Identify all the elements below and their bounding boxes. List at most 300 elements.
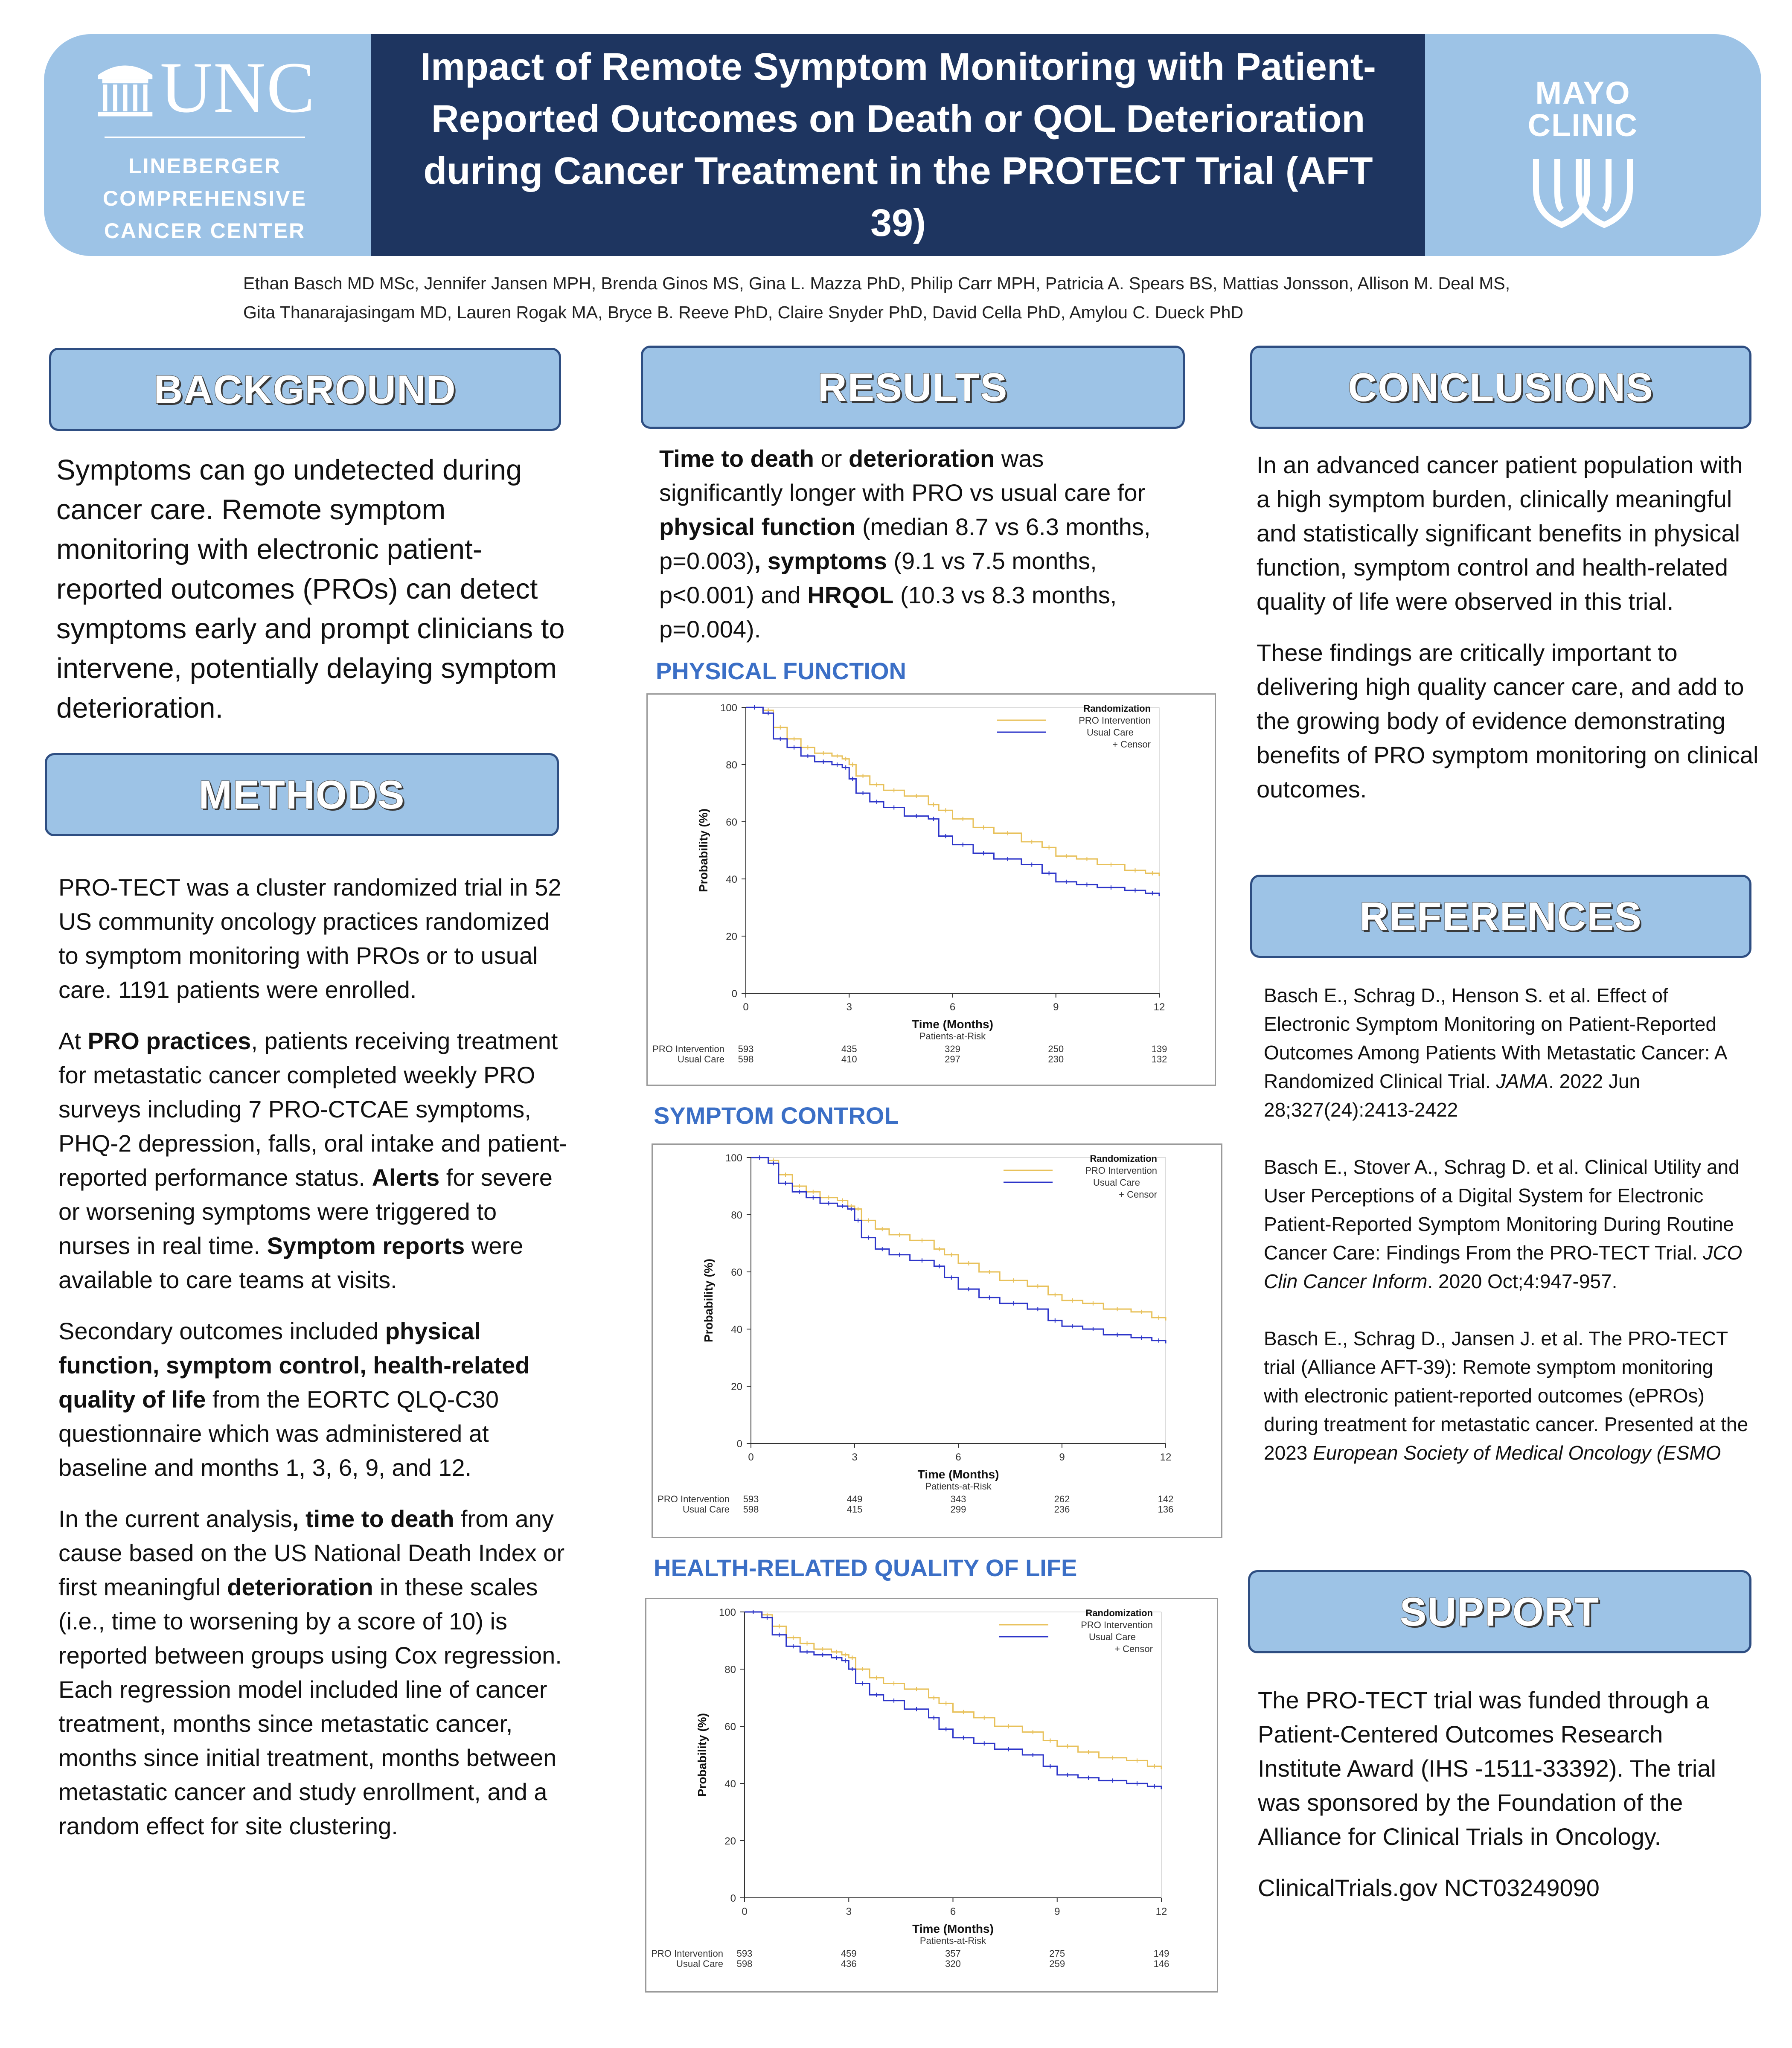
- censor-mark: [835, 754, 839, 758]
- censor-mark: [1036, 1284, 1040, 1289]
- mayo-clinic-logo: [1506, 77, 1660, 230]
- censor-mark: [835, 1650, 839, 1654]
- risk-count: 262: [1054, 1494, 1070, 1504]
- censor-mark: [1012, 1278, 1016, 1283]
- censor-mark: [797, 1184, 801, 1188]
- risk-count: 436: [841, 1958, 857, 1969]
- risk-count: 132: [1151, 1054, 1167, 1065]
- censor-mark: [875, 783, 879, 787]
- censor-mark: [943, 808, 948, 812]
- censor-mark: [1007, 1724, 1011, 1728]
- censor-mark: [1065, 1744, 1070, 1748]
- censor-mark: [1139, 1310, 1143, 1314]
- censor-mark: [1048, 1764, 1052, 1769]
- risk-count: 410: [841, 1054, 857, 1065]
- methods-p3-text: from the EORTC QLQ-C30 questionnaire which was administered at baseline and months 1, 3, 6, 9, and 12.: [58, 1386, 499, 1481]
- risk-count: 598: [743, 1504, 759, 1515]
- censor-mark: [892, 806, 896, 810]
- risk-count: 149: [1153, 1948, 1169, 1959]
- methods-heading-text: METHODS: [198, 772, 405, 817]
- censor-mark: [1012, 1301, 1016, 1306]
- risk-row-label: Usual Care: [682, 1504, 730, 1515]
- risk-count: 320: [945, 1958, 961, 1969]
- y-tick-label: 100: [719, 1607, 736, 1618]
- censor-mark: [1053, 1293, 1057, 1297]
- censor-mark: [850, 1655, 854, 1660]
- methods-text: [58, 870, 575, 1860]
- censor-mark: [792, 737, 796, 741]
- y-tick-label: 0: [730, 1893, 736, 1904]
- methods-paragraph-3: [58, 1314, 575, 1485]
- censor-mark: [982, 1741, 986, 1745]
- x-tick-label: 3: [846, 1906, 852, 1917]
- risk-table-title: Patients-at-Risk: [919, 1031, 986, 1041]
- censor-mark: [931, 803, 936, 807]
- old-well-icon: [94, 55, 157, 119]
- censor-mark: [966, 1287, 971, 1291]
- censor-mark: [861, 1667, 865, 1671]
- censor-mark: [1135, 1781, 1139, 1786]
- legend-item-usual: Usual Care: [1086, 727, 1134, 738]
- chart-title-physical-function: PHYSICAL FUNCTION: [656, 657, 906, 684]
- legend-item-usual: Usual Care: [1093, 1177, 1140, 1188]
- censor-mark: [1070, 1298, 1074, 1303]
- censor-mark: [778, 725, 783, 730]
- author-line-1: Ethan Basch MD MSc, Jennifer Jansen MPH, Brenda Ginos MS, Gina L. Mazza PhD, Philip Carr MPH, Patricia A. Spears BS, Mattias Jonsson, Allison M. Deal MS,: [243, 273, 1510, 293]
- reference-1: [1264, 981, 1750, 1124]
- conclusions-heading-text: CONCLUSIONS: [1348, 364, 1654, 410]
- methods-p2-bold: Alerts: [372, 1164, 440, 1191]
- x-axis-label: Time (Months): [912, 1922, 994, 1935]
- censor-mark: [765, 1615, 769, 1620]
- y-tick-label: 100: [725, 1152, 742, 1164]
- risk-count: 593: [736, 1948, 753, 1959]
- title-line-1: Impact of Remote Symptom Monitoring with Patient-: [420, 46, 1376, 88]
- y-tick-label: 60: [724, 1721, 736, 1733]
- censor-mark: [949, 1275, 954, 1280]
- author-list: [243, 269, 1651, 327]
- censor-mark: [1111, 1778, 1115, 1783]
- mayo-shields-icon: [1527, 150, 1638, 231]
- y-tick-label: 80: [724, 1664, 736, 1676]
- risk-count: 146: [1153, 1958, 1169, 1969]
- censor-mark: [805, 1650, 809, 1654]
- x-tick-label: 6: [950, 1906, 956, 1917]
- reference-journal: JAMA: [1496, 1070, 1549, 1092]
- title-line-2: Reported Outcomes on Death or QOL Deterioration: [431, 98, 1365, 140]
- methods-paragraph-1: PRO-TECT was a cluster randomized trial in 52 US community oncology practices randomized to symptom monitoring with PROs or to usual care. 1191 patients were enrolled.: [58, 874, 561, 1003]
- reference-text: . 2020 Oct;4:947-957.: [1427, 1270, 1617, 1292]
- censor-mark: [843, 1658, 847, 1663]
- support-paragraph-2: ClinicalTrials.gov NCT03249090: [1258, 1874, 1600, 1901]
- censor-mark: [820, 1647, 825, 1651]
- censor-mark: [849, 1207, 853, 1211]
- reference-2: [1264, 1153, 1750, 1296]
- risk-row-label: Usual Care: [676, 1958, 723, 1969]
- results-text: (median 8.7 vs 6.3 months, p=0.003): [659, 513, 1151, 574]
- censor-mark: [1111, 1756, 1115, 1760]
- censor-mark: [1064, 854, 1068, 858]
- references-heading: [1250, 875, 1751, 958]
- background-text: Symptoms can go undetected during cancer care. Remote symptom monitoring with electronic patient-reported outcomes (PROs) can detect symptoms early and prompt clinicians to intervene, potentially delaying symptom deterioration.: [56, 454, 565, 724]
- results-text: (10.3 vs 8.3 months, p=0.004).: [659, 582, 1117, 643]
- censor-mark: [1150, 891, 1155, 896]
- censor-mark: [783, 1181, 788, 1185]
- censor-mark: [920, 1238, 924, 1242]
- censor-mark: [811, 1190, 815, 1194]
- censor-mark: [944, 1727, 948, 1731]
- censor-mark: [856, 1207, 860, 1211]
- legend-item-pro: PRO Intervention: [1081, 1620, 1153, 1630]
- censor-mark: [841, 1204, 845, 1208]
- censor-mark: [797, 1190, 801, 1194]
- y-tick-label: 40: [724, 1778, 736, 1790]
- author-line-2: Gita Thanarajasingam MD, Lauren Rogak MA, Bryce B. Reeve PhD, Claire Snyder PhD, David Cella PhD, Amylou C. Dueck PhD: [243, 303, 1244, 322]
- censor-mark: [931, 817, 936, 821]
- results-bold: , symptoms: [754, 547, 887, 574]
- censor-mark: [932, 1716, 936, 1720]
- censor-mark: [861, 774, 865, 778]
- censor-mark: [866, 1218, 870, 1222]
- y-tick-label: 20: [724, 1836, 736, 1847]
- methods-p4-text: from any cause based on the US National Death Index or first meaningful: [58, 1505, 565, 1600]
- unc-lineberger-logo: [94, 47, 316, 243]
- censor-mark: [1030, 840, 1034, 844]
- censor-mark: [944, 1701, 948, 1705]
- censor-mark: [805, 1641, 809, 1646]
- reference-journal: European Society of Medical Oncology (ESMO: [1313, 1442, 1721, 1464]
- censor-mark: [1047, 845, 1051, 849]
- title-line-3: during Cancer Treatment in the PROTECT Trial (AFT 39): [423, 150, 1373, 244]
- legend-item-pro: PRO Intervention: [1085, 1165, 1157, 1176]
- censor-mark: [1091, 1327, 1095, 1331]
- censor-mark: [1048, 1739, 1052, 1743]
- censor-mark: [1150, 871, 1155, 876]
- results-bold: HRQOL: [807, 582, 894, 608]
- logo-line-1: LINEBERGER: [128, 154, 281, 178]
- censor-mark: [966, 1261, 971, 1265]
- censor-mark: [1030, 863, 1034, 867]
- legend-title: Randomization: [1083, 703, 1151, 714]
- censor-mark: [1064, 880, 1068, 884]
- censor-mark: [844, 757, 848, 761]
- censor-mark: [841, 1199, 845, 1203]
- reference-text: Basch E., Schrag D., Jansen J. et al. The PRO-TECT trial (Alliance AFT-39): Remote symptom monitoring with electronic patient-reported outcomes (ePROs) during treatment for metastatic cancer. Presented at the 2023: [1264, 1327, 1748, 1464]
- conclusions-text: [1257, 448, 1760, 823]
- censor-mark: [791, 1635, 795, 1640]
- censor-mark: [914, 794, 919, 798]
- risk-row-label: PRO Intervention: [651, 1948, 723, 1959]
- censor-mark: [874, 1693, 879, 1697]
- risk-count: 357: [945, 1948, 961, 1959]
- results-text: was significantly longer with PRO vs usual care for: [659, 445, 1146, 506]
- chart-hrqol: [645, 1598, 1218, 1993]
- censor-mark: [783, 1172, 788, 1177]
- censor-mark: [1115, 1332, 1120, 1337]
- censor-mark: [987, 1295, 992, 1300]
- censor-mark: [850, 1667, 854, 1671]
- y-tick-label: 20: [731, 1381, 742, 1393]
- censor-mark: [1091, 1301, 1095, 1306]
- censor-mark: [1036, 1307, 1040, 1311]
- x-tick-label: 3: [852, 1452, 858, 1463]
- censor-mark: [1133, 868, 1137, 873]
- risk-count: 275: [1049, 1948, 1065, 1959]
- legend-title: Randomization: [1085, 1608, 1153, 1618]
- censor-mark: [1157, 1338, 1161, 1343]
- x-tick-label: 0: [742, 1906, 748, 1917]
- x-axis-label: Time (Months): [912, 1018, 993, 1031]
- x-tick-label: 9: [1054, 1906, 1060, 1917]
- x-tick-label: 6: [949, 1001, 956, 1013]
- km-plot-hrqol: [646, 1599, 1217, 1991]
- censor-mark: [821, 759, 826, 764]
- risk-count: 299: [950, 1504, 966, 1515]
- results-bold: Time to death: [659, 445, 815, 472]
- censor-mark: [866, 1236, 870, 1240]
- censor-mark: [1133, 888, 1137, 893]
- support-heading-text: SUPPORT: [1399, 1589, 1600, 1634]
- censor-mark: [861, 791, 865, 795]
- legend-item-usual: Usual Care: [1088, 1632, 1136, 1642]
- methods-heading: [45, 753, 559, 836]
- chart-title-symptom-control: SYMPTOM CONTROL: [654, 1102, 899, 1129]
- risk-row-label: PRO Intervention: [652, 1044, 724, 1054]
- y-tick-label: 80: [726, 759, 737, 771]
- censor-mark: [1135, 1758, 1139, 1763]
- logo-divider: [105, 137, 305, 138]
- risk-count: 598: [738, 1054, 754, 1065]
- x-tick-label: 6: [955, 1452, 961, 1463]
- chart-symptom-control: [652, 1143, 1222, 1538]
- censor-mark: [1031, 1730, 1035, 1734]
- censor-mark: [751, 1610, 755, 1614]
- y-tick-label: 40: [726, 874, 737, 885]
- censor-mark: [806, 754, 810, 758]
- censor-mark: [821, 751, 826, 755]
- title-box: [371, 34, 1425, 256]
- x-tick-label: 0: [743, 1001, 749, 1013]
- methods-p2-text: At: [58, 1027, 88, 1054]
- censor-mark: [1109, 885, 1113, 890]
- censor-mark: [920, 1258, 924, 1263]
- conclusions-heading: [1250, 346, 1751, 429]
- results-bold: deterioration: [848, 445, 995, 472]
- y-axis-label: Probability (%): [695, 1713, 709, 1797]
- censor-mark: [897, 1253, 902, 1257]
- censor-mark: [843, 1653, 847, 1657]
- results-summary: [659, 442, 1163, 646]
- censor-mark: [880, 1247, 884, 1251]
- censor-mark: [1070, 1324, 1074, 1328]
- censor-mark: [880, 1227, 884, 1231]
- censor-mark: [791, 1644, 795, 1648]
- y-axis-label: Probability (%): [697, 808, 710, 893]
- censor-mark: [777, 1624, 781, 1629]
- support-paragraph-1: The PRO-TECT trial was funded through a Patient-Centered Outcomes Research Institute Award (IHS -1511-33392). The trial was sponsored by the Foundation of the Alliance for Clinical Trials in Oncology.: [1258, 1687, 1716, 1850]
- censor-mark: [766, 711, 770, 715]
- risk-count: 449: [847, 1494, 863, 1504]
- risk-count: 459: [841, 1948, 857, 1959]
- methods-paragraph-2: [58, 1024, 575, 1297]
- chart-physical-function: [646, 693, 1216, 1086]
- x-tick-label: 0: [748, 1452, 754, 1463]
- censor-mark: [961, 1710, 966, 1714]
- risk-table-title: Patients-at-Risk: [919, 1935, 986, 1946]
- legend-item-censor: + Censor: [1119, 1189, 1157, 1200]
- x-tick-label: 12: [1155, 1906, 1167, 1917]
- risk-table-title: Patients-at-Risk: [925, 1481, 992, 1492]
- legend-item-censor: + Censor: [1114, 1644, 1153, 1654]
- background-heading-text: BACKGROUND: [154, 367, 457, 412]
- methods-p2-text: for severe or worsening symptoms were triggered to nurses in real time.: [58, 1164, 553, 1259]
- censor-mark: [835, 762, 839, 767]
- censor-mark: [982, 1716, 986, 1720]
- references-heading-text: REFERENCES: [1359, 893, 1642, 939]
- results-text: (9.1 vs 7.5 months, p<0.001) and: [659, 547, 1097, 608]
- censor-mark: [1109, 863, 1113, 867]
- logo-line-2: COMPREHENSIVE: [103, 186, 307, 210]
- censor-mark: [757, 1155, 762, 1160]
- conclusions-paragraph-2: These findings are critically important to delivering high quality cancer care, and add to the growing body of evidence demonstrating benefits of PRO symptom monitoring on clinical outcomes.: [1257, 639, 1759, 803]
- support-text: [1258, 1683, 1748, 1922]
- censor-mark: [1053, 1318, 1057, 1323]
- censor-mark: [1085, 882, 1089, 887]
- censor-mark: [861, 1681, 865, 1686]
- censor-mark: [820, 1653, 825, 1657]
- censor-mark: [932, 1696, 936, 1700]
- censor-mark: [850, 762, 855, 767]
- chart-title-hrqol: HEALTH-RELATED QUALITY OF LIFE: [654, 1554, 1077, 1581]
- risk-count: 139: [1151, 1044, 1167, 1054]
- censor-mark: [811, 1196, 815, 1200]
- x-tick-label: 12: [1160, 1452, 1172, 1463]
- results-heading-text: RESULTS: [817, 364, 1008, 410]
- censor-mark: [937, 1247, 941, 1251]
- censor-mark: [1006, 831, 1010, 835]
- censor-mark: [771, 1161, 776, 1165]
- risk-count: 329: [945, 1044, 960, 1054]
- risk-count: 593: [743, 1494, 759, 1504]
- censor-mark: [1139, 1335, 1143, 1340]
- censor-mark: [892, 1699, 896, 1703]
- km-plot-symptom-control: [653, 1145, 1221, 1537]
- methods-p3-bold: physical function, symptom control, health-related quality of life: [58, 1318, 530, 1413]
- poster-title: [407, 41, 1389, 249]
- legend-title: Randomization: [1090, 1153, 1157, 1164]
- censor-mark: [844, 765, 848, 770]
- censor-mark: [1065, 1773, 1070, 1777]
- censor-mark: [826, 1196, 831, 1200]
- methods-p2-text: were available to care teams at visits.: [58, 1232, 524, 1293]
- censor-mark: [892, 1681, 896, 1686]
- censor-mark: [826, 1201, 831, 1205]
- risk-count: 236: [1054, 1504, 1070, 1515]
- risk-row-label: PRO Intervention: [657, 1494, 730, 1504]
- methods-p4-bold: deterioration: [227, 1574, 373, 1600]
- risk-count: 297: [945, 1054, 960, 1065]
- y-tick-label: 100: [720, 702, 737, 714]
- censor-mark: [914, 814, 919, 818]
- censor-mark: [777, 1633, 781, 1637]
- unc-wordmark: UNC: [160, 47, 316, 128]
- risk-count: 593: [738, 1044, 754, 1054]
- censor-mark: [835, 1655, 839, 1660]
- censor-mark: [961, 1736, 966, 1740]
- censor-mark: [1115, 1307, 1120, 1311]
- mayo-line-2: CLINIC: [1527, 108, 1638, 143]
- logo-line-3: CANCER CENTER: [104, 219, 306, 243]
- methods-p2-bold: Symptom reports: [267, 1232, 465, 1259]
- censor-mark: [937, 1264, 941, 1268]
- censor-mark: [1047, 871, 1051, 876]
- risk-count: 343: [950, 1494, 966, 1504]
- reference-journal: JCO Clin Cancer Inform: [1264, 1242, 1743, 1292]
- reference-3: [1264, 1324, 1750, 1467]
- conclusions-paragraph-1: In an advanced cancer patient population with a high symptom burden, clinically meaningful and statistically significant benefits in physical function, symptom control and health-related quality of life were observed in this trial.: [1257, 451, 1743, 615]
- risk-count: 259: [1049, 1958, 1065, 1969]
- methods-p4-text: in these scales (i.e., time to worsening by a score of 10) is reported between groups using Cox regression. Each regression model included line of cancer treatment, months since metastatic cancer, months since initial treatment, months between metastatic cancer and study enrollment, and a random effect for site clustering.: [58, 1574, 562, 1839]
- censor-mark: [892, 788, 896, 792]
- methods-p4-text: In the current analysis: [58, 1505, 292, 1532]
- censor-mark: [961, 843, 965, 847]
- censor-mark: [1152, 1784, 1157, 1789]
- y-tick-label: 40: [731, 1324, 742, 1335]
- reference-text: Basch E., Stover A., Schrag D. et al. Clinical Utility and User Perceptions of a Digital System for Electronic Patient-Reported Symptom Monitoring During Routine Cancer Care: Findings From the PRO-TECT Trial.: [1264, 1156, 1740, 1264]
- results-text: or: [814, 445, 849, 472]
- censor-mark: [752, 705, 756, 710]
- background-heading: [49, 348, 561, 431]
- y-tick-label: 60: [726, 817, 737, 828]
- risk-count: 598: [736, 1958, 753, 1969]
- censor-mark: [1157, 1315, 1161, 1320]
- y-tick-label: 80: [731, 1210, 742, 1221]
- results-heading: [641, 346, 1185, 429]
- x-tick-label: 9: [1059, 1452, 1065, 1463]
- x-tick-label: 9: [1053, 1001, 1059, 1013]
- legend-item-pro: PRO Intervention: [1079, 715, 1151, 726]
- y-tick-label: 0: [731, 988, 737, 1000]
- methods-paragraph-4: [58, 1502, 575, 1843]
- censor-mark: [856, 1218, 860, 1222]
- censor-mark: [961, 817, 965, 821]
- risk-count: 136: [1158, 1504, 1174, 1515]
- x-axis-label: Time (Months): [917, 1468, 999, 1481]
- censor-mark: [897, 1233, 902, 1237]
- results-bold: physical function: [659, 513, 856, 540]
- risk-count: 142: [1158, 1494, 1174, 1504]
- censor-mark: [1085, 857, 1089, 861]
- censor-mark: [1086, 1750, 1091, 1754]
- censor-mark: [949, 1253, 954, 1257]
- legend-item-censor: + Censor: [1112, 739, 1151, 750]
- censor-mark: [850, 777, 855, 781]
- risk-count: 415: [847, 1504, 863, 1515]
- support-heading: [1248, 1570, 1751, 1653]
- censor-mark: [806, 745, 810, 750]
- censor-mark: [1006, 857, 1010, 861]
- censor-mark: [981, 825, 986, 829]
- reference-text: Basch E., Schrag D., Henson S. et al. Effect of Electronic Symptom Monitoring on Patient-Reported Outcomes Among Patients With Metastatic Cancer: A Randomized Clinical Trial.: [1264, 984, 1727, 1092]
- methods-p3-text: Secondary outcomes included: [58, 1318, 385, 1344]
- methods-p4-bold: , time to death: [292, 1505, 454, 1532]
- y-tick-label: 60: [731, 1267, 742, 1278]
- mayo-line-1: MAYO: [1535, 75, 1631, 111]
- reference-text: . 2022 Jun 28;327(24):2413-2422: [1264, 1070, 1641, 1121]
- methods-p2-text: , patients receiving treatment for metastatic cancer completed weekly PRO surveys including 7 PRO-CTCAE symptoms, PHQ-2 depression, falls, oral intake and patient-reported performance status.: [58, 1027, 567, 1191]
- y-tick-label: 0: [736, 1438, 742, 1450]
- censor-mark: [1152, 1764, 1157, 1769]
